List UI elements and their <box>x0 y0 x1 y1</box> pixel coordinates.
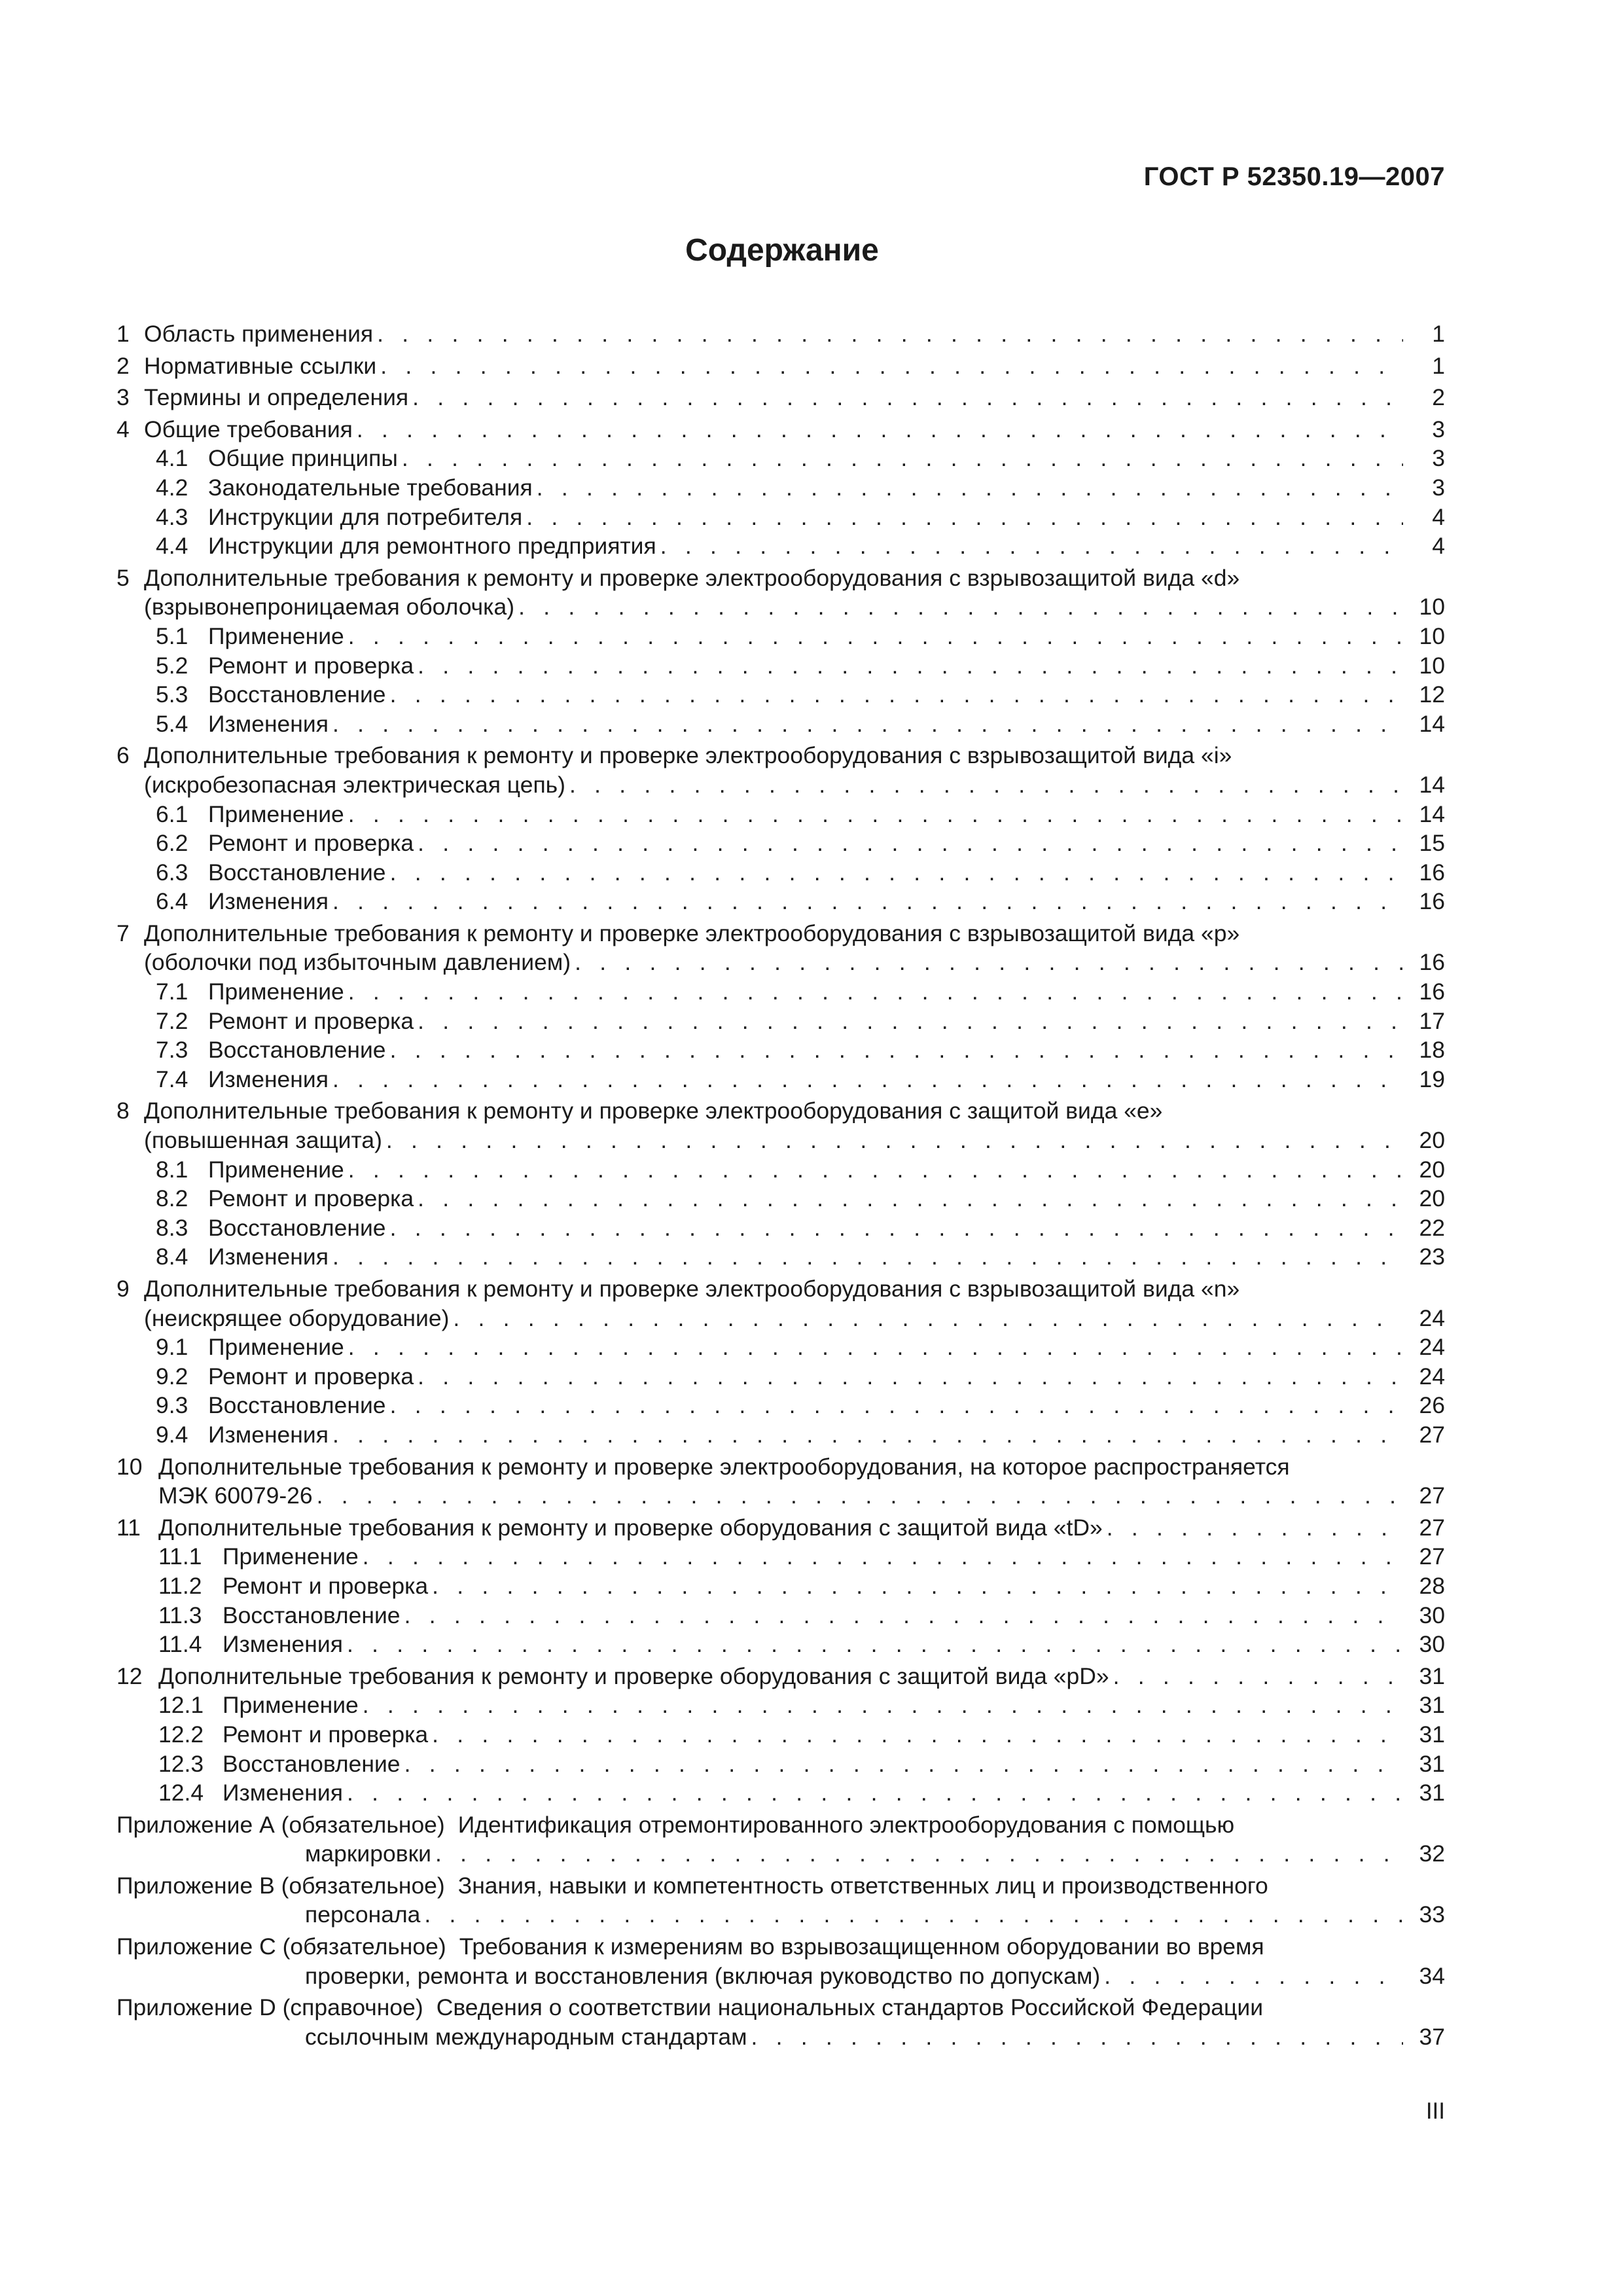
toc-entry-page: 3 <box>1432 474 1445 501</box>
dot-leader <box>357 415 1403 444</box>
toc-entry-title: Восстановление <box>208 681 386 708</box>
dot-leader <box>569 770 1403 800</box>
dot-leader <box>390 1035 1403 1065</box>
dot-leader <box>404 1749 1403 1779</box>
toc-entry-title: Нормативные ссылки <box>144 352 377 379</box>
toc-entry-number: 11 <box>116 1514 141 1541</box>
toc-entry[interactable] <box>116 1513 1445 1543</box>
dot-leader <box>348 1333 1403 1362</box>
toc-entry[interactable] <box>116 1391 1445 1420</box>
toc-entry-title-continued: проверки, ремонта и восстановления (включая руководство по допускам) <box>305 1962 1101 1989</box>
toc-entry-page: 20 <box>1419 1185 1445 1212</box>
toc-entry-title: Изменения <box>208 710 329 737</box>
dot-leader <box>402 444 1403 473</box>
toc-entry-title: Применение <box>208 800 344 827</box>
toc-entry-title: Ремонт и проверка <box>208 652 414 679</box>
toc-entry[interactable] <box>116 829 1445 858</box>
toc-entry-page: 27 <box>1419 1514 1445 1541</box>
toc-entry-title-continued: персонала <box>305 1901 421 1928</box>
dot-leader <box>390 1213 1403 1243</box>
toc-entry[interactable] <box>116 919 1445 977</box>
toc-entry[interactable] <box>116 1333 1445 1362</box>
toc-entry-title: Восстановление <box>223 1750 401 1777</box>
dot-leader <box>1113 1662 1403 1691</box>
toc-entry-title: Термины и определения <box>144 384 409 411</box>
page-number: III <box>1425 2098 1445 2124</box>
toc-entry-page: 30 <box>1419 1631 1445 1658</box>
toc-entry-title-continued: ссылочным международным стандартам <box>305 2023 747 2050</box>
toc-entry-title: Применение <box>208 978 344 1005</box>
toc-entry-number: 10 <box>116 1453 143 1480</box>
toc-entry[interactable] <box>116 1065 1445 1094</box>
toc-entry-page: 14 <box>1419 771 1445 798</box>
dot-leader <box>348 977 1403 1007</box>
dot-leader <box>435 1839 1403 1869</box>
toc-entry-number: 4.3 <box>156 503 188 530</box>
toc-entry-title: Дополнительные требования к ремонту и проверке электрооборудования, на которое распространяется <box>158 1453 1290 1480</box>
toc-entry-title: Общие принципы <box>208 445 398 472</box>
toc-entry-page: 23 <box>1419 1244 1445 1270</box>
toc-entry-number: Приложение С (обязательное) <box>116 1933 446 1960</box>
dot-leader <box>347 1630 1403 1659</box>
toc-entry-page: 10 <box>1419 594 1445 620</box>
toc-entry[interactable] <box>116 1362 1445 1391</box>
toc-entry-title-continued: (оболочки под избыточным давлением) <box>144 949 571 976</box>
toc-entry-page: 27 <box>1419 1543 1445 1570</box>
toc-entry-page: 31 <box>1419 1662 1445 1689</box>
toc-entry[interactable] <box>116 1871 1445 1929</box>
toc-entry-title: Применение <box>208 622 344 649</box>
toc-entry-number: 1 <box>116 321 130 347</box>
toc-entry[interactable] <box>116 1096 1445 1155</box>
toc-entry-title: Ремонт и проверка <box>223 1572 429 1599</box>
toc-entry-number: 4.2 <box>156 474 188 501</box>
toc-entry[interactable] <box>116 1810 1445 1869</box>
dot-leader <box>751 2022 1404 2052</box>
toc-entry-page: 15 <box>1419 830 1445 857</box>
toc-entry[interactable] <box>116 1542 1445 1571</box>
toc-entry-title: Восстановление <box>223 1602 401 1628</box>
toc-entry-page: 30 <box>1419 1602 1445 1628</box>
toc-entry[interactable] <box>116 622 1445 651</box>
toc-entry-title: Инструкции для потребителя <box>208 503 523 530</box>
dot-leader <box>363 1691 1403 1720</box>
toc-entry[interactable] <box>116 1993 1445 2051</box>
dot-leader <box>537 473 1403 503</box>
toc-entry-page: 10 <box>1419 652 1445 679</box>
toc-entry-page: 3 <box>1432 445 1445 472</box>
toc-entry-page: 3 <box>1432 416 1445 442</box>
toc-entry-number: 9.1 <box>156 1334 188 1361</box>
toc-entry-page: 27 <box>1419 1482 1445 1509</box>
toc-entry-page: 24 <box>1419 1304 1445 1331</box>
toc-entry-title: Применение <box>208 1156 344 1183</box>
toc-entry-number: 6.2 <box>156 830 188 857</box>
toc-entry-page: 31 <box>1419 1721 1445 1748</box>
toc-entry-number: 9.2 <box>156 1363 188 1390</box>
toc-entry-page: 37 <box>1419 2023 1445 2050</box>
toc-entry-page: 14 <box>1419 800 1445 827</box>
toc-entry-title: Дополнительные требования к ремонту и проверке оборудования с защитой вида «pD» <box>158 1662 1109 1689</box>
toc-entry-page: 16 <box>1419 949 1445 976</box>
dot-leader <box>380 351 1403 381</box>
dot-leader <box>390 858 1403 888</box>
toc-entry-title: Дополнительные требования к ремонту и проверке оборудования с защитой вида «tD» <box>158 1514 1103 1541</box>
toc-entry[interactable] <box>116 1155 1445 1185</box>
dot-leader <box>348 1155 1403 1185</box>
toc-entry-page: 34 <box>1419 1962 1445 1989</box>
toc-entry-page: 33 <box>1419 1901 1445 1928</box>
toc-entry[interactable] <box>116 415 1445 444</box>
toc-entry-title: Изменения <box>208 1421 329 1448</box>
toc-entry-title-continued: МЭК 60079-26 <box>158 1482 313 1509</box>
toc-entry-title: Восстановление <box>208 1037 386 1064</box>
toc-entry-page: 19 <box>1419 1066 1445 1092</box>
toc-entry[interactable] <box>116 319 1445 349</box>
toc-entry-number: Приложение А (обязательное) <box>116 1811 445 1838</box>
dot-leader <box>317 1481 1403 1511</box>
toc-entry[interactable] <box>116 858 1445 888</box>
toc-entry[interactable] <box>116 503 1445 532</box>
toc-entry-page: 32 <box>1419 1840 1445 1867</box>
toc-entry[interactable] <box>116 1242 1445 1272</box>
toc-entry-number: 3 <box>116 384 130 411</box>
toc-entry[interactable] <box>116 1630 1445 1659</box>
toc-entry[interactable] <box>116 1420 1445 1450</box>
toc-entry-number: 8.1 <box>156 1156 188 1183</box>
toc-entry-number: 9.3 <box>156 1392 188 1419</box>
toc-entry[interactable] <box>116 651 1445 681</box>
toc-entry-page: 16 <box>1419 978 1445 1005</box>
toc-entry-page: 16 <box>1419 859 1445 886</box>
toc-entry-number: 7.4 <box>156 1066 188 1092</box>
toc-entry-title: Изменения <box>208 888 329 915</box>
toc-entry-number: 4.1 <box>156 445 188 472</box>
dot-leader <box>453 1304 1403 1333</box>
toc-entry-title: Применение <box>223 1543 359 1570</box>
table-of-contents <box>116 319 1445 2051</box>
dot-leader <box>404 1601 1403 1630</box>
toc-entry-title: Законодательные требования <box>208 474 533 501</box>
toc-entry-title: Знания, навыки и компетентность ответственных лиц и производственного <box>457 1872 1268 1899</box>
toc-entry[interactable] <box>116 1601 1445 1630</box>
toc-entry-title: Изменения <box>223 1780 343 1806</box>
toc-entry-page: 17 <box>1419 1007 1445 1034</box>
toc-entry-page: 26 <box>1419 1392 1445 1419</box>
toc-entry-title: Инструкции для ремонтного предприятия <box>208 533 656 560</box>
dot-leader <box>390 1391 1403 1420</box>
toc-entry-page: 31 <box>1419 1692 1445 1719</box>
toc-entry-page: 14 <box>1419 710 1445 737</box>
toc-entry-number: 12.2 <box>158 1721 204 1748</box>
toc-entry-number: 5.3 <box>156 681 188 708</box>
toc-entry-number: 11.4 <box>158 1631 202 1658</box>
dot-leader <box>418 1007 1403 1036</box>
toc-entry[interactable] <box>116 383 1445 412</box>
toc-entry[interactable] <box>116 1691 1445 1720</box>
dot-leader <box>348 622 1403 651</box>
dot-leader <box>424 1900 1403 1929</box>
toc-entry-title: Дополнительные требования к ремонту и проверке электрооборудования с взрывозащитой вида «d» <box>144 564 1240 591</box>
toc-entry-number: Приложение D (справочное) <box>116 1994 423 2021</box>
toc-entry-title: Изменения <box>208 1066 329 1092</box>
toc-entry[interactable] <box>116 1720 1445 1749</box>
dot-leader <box>575 948 1403 977</box>
document-id: ГОСТ Р 52350.19—2007 <box>1143 162 1445 191</box>
page-title: Содержание <box>685 233 879 268</box>
toc-entry-page: 20 <box>1419 1156 1445 1183</box>
toc-entry[interactable] <box>116 473 1445 503</box>
toc-entry-title: Область применения <box>144 321 374 347</box>
toc-entry-page: 16 <box>1419 888 1445 915</box>
dot-leader <box>377 319 1403 349</box>
toc-entry-title: Дополнительные требования к ремонту и проверке электрооборудования с взрывозащитой вида «n» <box>144 1276 1240 1302</box>
toc-entry-number: 7.2 <box>156 1007 188 1034</box>
toc-entry[interactable] <box>116 680 1445 709</box>
toc-entry-title: Дополнительные требования к ремонту и проверке электрооборудования с взрывозащитой вида «р» <box>144 920 1240 946</box>
toc-entry-number: 8.4 <box>156 1244 188 1270</box>
toc-entry-number: 6 <box>116 742 130 769</box>
toc-entry-title: Восстановление <box>208 1392 386 1419</box>
toc-entry-title: Ремонт и проверка <box>208 830 414 857</box>
toc-entry-title: Изменения <box>223 1631 343 1658</box>
toc-entry-page: 31 <box>1419 1780 1445 1806</box>
toc-entry[interactable] <box>116 1035 1445 1065</box>
toc-entry-title: Применение <box>223 1692 359 1719</box>
toc-entry-number: 12.1 <box>158 1692 204 1719</box>
toc-entry-number: 12.4 <box>158 1780 204 1806</box>
toc-entry[interactable] <box>116 1662 1445 1691</box>
dot-leader <box>1104 1962 1403 1991</box>
dot-leader <box>332 1242 1403 1272</box>
toc-entry-page: 10 <box>1419 622 1445 649</box>
toc-entry-page: 2 <box>1432 384 1445 411</box>
toc-entry-number: 7.3 <box>156 1037 188 1064</box>
toc-entry-number: 8.2 <box>156 1185 188 1212</box>
toc-entry-number: 4 <box>116 416 130 442</box>
toc-entry-title-continued: (взрывонепроницаемая оболочка) <box>144 594 515 620</box>
toc-entry[interactable] <box>116 1778 1445 1808</box>
toc-entry-title: Ремонт и проверка <box>208 1363 414 1390</box>
dot-leader <box>432 1571 1403 1601</box>
dot-leader <box>418 829 1403 858</box>
toc-entry[interactable] <box>116 800 1445 829</box>
dot-leader <box>418 1184 1403 1213</box>
toc-entry-title: Общие требования <box>144 416 353 442</box>
toc-entry-page: 1 <box>1432 321 1445 347</box>
toc-entry[interactable] <box>116 444 1445 473</box>
toc-entry-number: 12 <box>116 1662 143 1689</box>
toc-entry-number: 2 <box>116 352 130 379</box>
toc-entry-number: 4.4 <box>156 533 188 560</box>
dot-leader <box>390 680 1403 709</box>
toc-entry-title-continued: (искробезопасная электрическая цепь) <box>144 771 565 798</box>
toc-entry-page: 20 <box>1419 1127 1445 1154</box>
dot-leader <box>418 651 1403 681</box>
toc-entry-page: 18 <box>1419 1037 1445 1064</box>
toc-entry[interactable] <box>116 351 1445 381</box>
toc-entry-number: 5.4 <box>156 710 188 737</box>
toc-entry-title: Изменения <box>208 1244 329 1270</box>
toc-entry-number: 11.2 <box>158 1572 202 1599</box>
toc-entry-number: 7.1 <box>156 978 188 1005</box>
toc-entry-title-continued: (неискрящее оборудование) <box>144 1304 450 1331</box>
toc-entry[interactable] <box>116 1274 1445 1333</box>
toc-entry-number: 6.1 <box>156 800 188 827</box>
toc-entry[interactable] <box>116 1932 1445 1990</box>
toc-entry-title: Сведения о соответствии национальных стандартов Российской Федерации <box>436 1994 1264 2021</box>
toc-entry-number: 8.3 <box>156 1214 188 1241</box>
toc-entry-page: 27 <box>1419 1421 1445 1448</box>
toc-entry-number: 9 <box>116 1276 130 1302</box>
dot-leader <box>332 887 1403 916</box>
toc-entry-title: Идентификация отремонтированного электрооборудования с помощью <box>457 1811 1235 1838</box>
dot-leader <box>412 383 1403 412</box>
toc-entry-number: 6.4 <box>156 888 188 915</box>
toc-entry[interactable] <box>116 1213 1445 1243</box>
toc-entry-title: Восстановление <box>208 1214 386 1241</box>
toc-entry-number: Приложение В (обязательное) <box>116 1872 445 1899</box>
toc-entry[interactable] <box>116 1749 1445 1779</box>
toc-entry-page: 12 <box>1419 681 1445 708</box>
dot-leader <box>1107 1513 1403 1543</box>
dot-leader <box>332 1420 1403 1450</box>
toc-entry-title: Дополнительные требования к ремонту и проверке электрооборудования с защитой вида «е» <box>144 1098 1163 1124</box>
toc-entry[interactable] <box>116 1571 1445 1601</box>
toc-entry-title: Применение <box>208 1334 344 1361</box>
toc-entry-title-continued: маркировки <box>305 1840 431 1867</box>
toc-entry-page: 4 <box>1432 533 1445 560</box>
toc-entry-number: 5.1 <box>156 622 188 649</box>
toc-entry-number: 11.1 <box>158 1543 202 1570</box>
toc-entry-page: 31 <box>1419 1750 1445 1777</box>
toc-entry[interactable] <box>116 1184 1445 1213</box>
toc-entry-page: 22 <box>1419 1214 1445 1241</box>
dot-leader <box>526 503 1403 532</box>
dot-leader <box>660 531 1403 561</box>
toc-entry-number: 12.3 <box>158 1750 204 1777</box>
toc-entry[interactable] <box>116 709 1445 739</box>
dot-leader <box>363 1542 1403 1571</box>
toc-entry[interactable] <box>116 887 1445 916</box>
toc-entry-page: 24 <box>1419 1334 1445 1361</box>
toc-entry-title: Дополнительные требования к ремонту и проверке электрооборудования с взрывозащитой вида «i» <box>144 742 1232 769</box>
toc-entry-title: Восстановление <box>208 859 386 886</box>
toc-entry[interactable] <box>116 1007 1445 1036</box>
toc-entry[interactable] <box>116 741 1445 799</box>
toc-entry-number: 5.2 <box>156 652 188 679</box>
toc-entry-title: Ремонт и проверка <box>208 1007 414 1034</box>
toc-entry[interactable] <box>116 531 1445 561</box>
toc-entry-title: Ремонт и проверка <box>208 1185 414 1212</box>
dot-leader <box>332 1065 1403 1094</box>
toc-entry-number: 11.3 <box>158 1602 202 1628</box>
toc-entry[interactable] <box>116 564 1445 622</box>
toc-entry-number: 7 <box>116 920 130 946</box>
dot-leader <box>386 1126 1403 1155</box>
toc-entry-number: 8 <box>116 1098 130 1124</box>
dot-leader <box>418 1362 1403 1391</box>
toc-entry-page: 28 <box>1419 1572 1445 1599</box>
toc-entry[interactable] <box>116 977 1445 1007</box>
dot-leader <box>518 592 1403 622</box>
toc-entry-title: Требования к измерениям во взрывозащищенном оборудовании во время <box>459 1933 1264 1960</box>
dot-leader <box>432 1720 1403 1749</box>
dot-leader <box>348 800 1403 829</box>
toc-entry-page: 24 <box>1419 1363 1445 1390</box>
dot-leader <box>347 1778 1403 1808</box>
toc-entry-number: 9.4 <box>156 1421 188 1448</box>
toc-entry-title-continued: (повышенная защита) <box>144 1127 382 1154</box>
toc-entry-number: 5 <box>116 564 130 591</box>
toc-entry-title: Ремонт и проверка <box>223 1721 429 1748</box>
toc-entry-page: 1 <box>1432 352 1445 379</box>
toc-entry-page: 4 <box>1432 503 1445 530</box>
dot-leader <box>332 709 1403 739</box>
toc-entry-number: 6.3 <box>156 859 188 886</box>
toc-entry[interactable] <box>116 1452 1445 1511</box>
